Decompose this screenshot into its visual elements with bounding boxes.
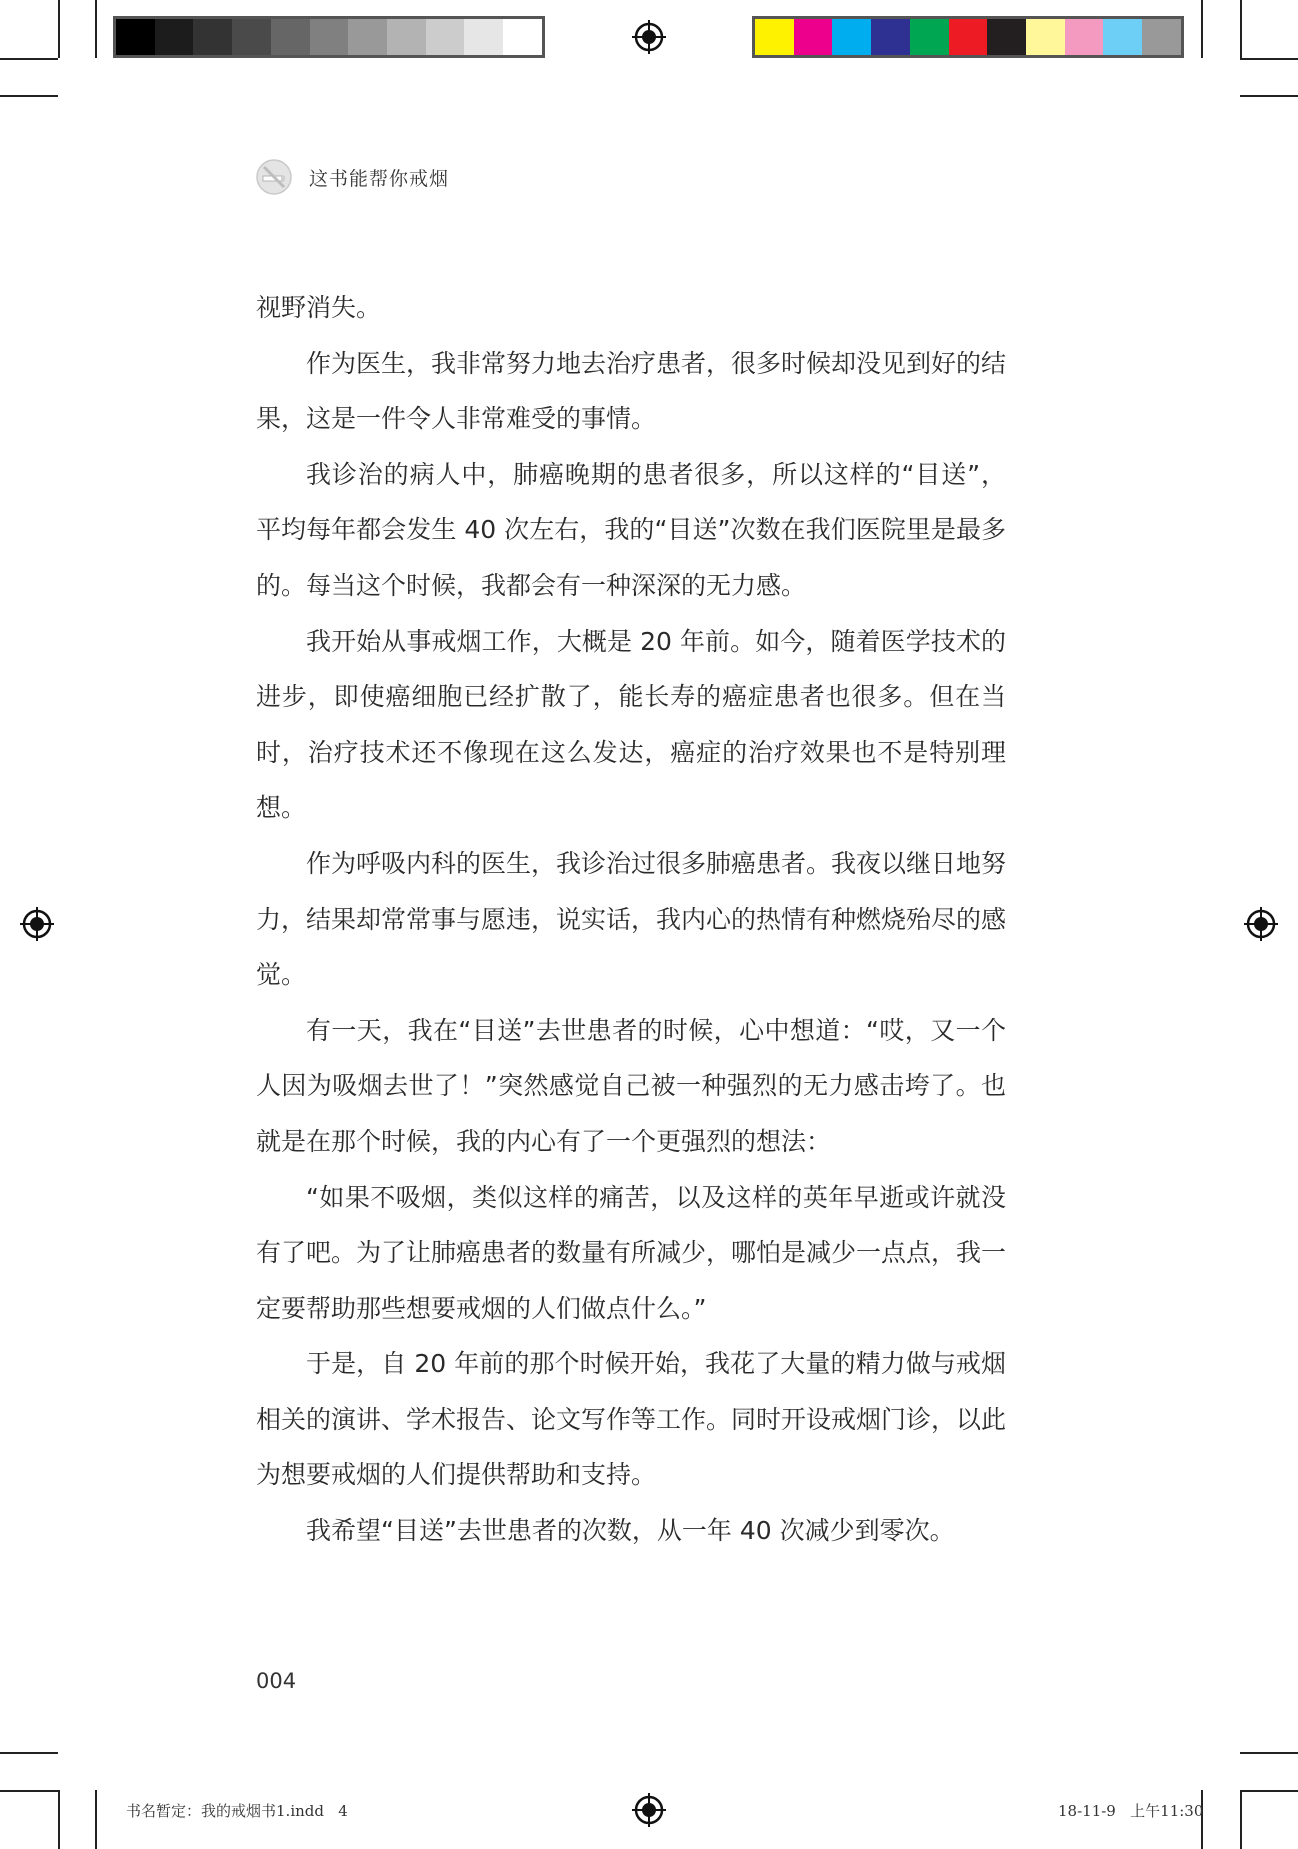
color-swatch — [503, 19, 542, 55]
crop-mark — [1240, 1752, 1298, 1754]
registration-mark-icon — [632, 20, 666, 54]
color-swatch — [348, 19, 387, 55]
color-swatch — [1026, 19, 1065, 55]
slug-file-info: 书名暂定：我的戒烟书1.indd 4 — [126, 1802, 348, 1820]
color-swatch — [987, 19, 1026, 55]
paragraph: 作为呼吸内科的医生，我诊治过很多肺癌患者。我夜以继日地努力，结果却常常事与愿违，说实话，我内心的热情有种燃烧殆尽的感觉。 — [256, 848, 1007, 990]
crop-mark — [0, 95, 58, 97]
body-text — [256, 280, 1006, 1559]
book-title: 这书能帮你戒烟 — [309, 167, 450, 190]
color-swatch — [1142, 19, 1181, 55]
registration-mark-icon — [632, 1793, 666, 1827]
paragraph: 有一天，我在“目送”去世患者的时候，心中想道：“哎，又一个人因为吸烟去世了！”突然感觉自己被一种强烈的无力感击垮了。也就是在那个时候，我的内心有了一个更强烈的想法： — [256, 1015, 1006, 1156]
paragraph: 我诊治的病人中，肺癌晚期的患者很多，所以这样的“目送”，平均每年都会发生 40 次左右，我的“目送”次数在我们医院里是最多的。每当这个时候，我都会有一种深深的无力感。 — [256, 459, 1006, 600]
color-swatch — [193, 19, 232, 55]
crop-mark — [1240, 0, 1242, 58]
crop-mark — [95, 1790, 97, 1849]
crop-mark — [1240, 95, 1298, 97]
color-swatch — [1065, 19, 1104, 55]
crop-mark — [95, 0, 97, 58]
color-swatch — [1103, 19, 1142, 55]
paragraph: 于是，自 20 年前的那个时候开始，我花了大量的精力做与戒烟相关的演讲、学术报告、论文写作等工作。同时开设戒烟门诊，以此为想要戒烟的人们提供帮助和支持。 — [256, 1349, 1007, 1490]
process-color-bar — [752, 16, 1184, 58]
color-swatch — [271, 19, 310, 55]
color-swatch — [755, 19, 794, 55]
color-swatch — [116, 19, 155, 55]
crop-mark — [58, 1790, 60, 1849]
color-swatch — [426, 19, 465, 55]
paragraph: 我开始从事戒烟工作，大概是 20 年前。如今，随着医学技术的进步，即使癌细胞已经扩散了，能长寿的癌症患者也很多。但在当时，治疗技术还不像现在这么发达，癌症的治疗效果也不是特别理想。 — [256, 626, 1006, 823]
color-swatch — [464, 19, 503, 55]
color-swatch — [232, 19, 271, 55]
crop-mark — [0, 58, 58, 60]
color-swatch — [310, 19, 349, 55]
crop-mark — [0, 1752, 58, 1754]
paragraph: 我希望“目送”去世患者的次数，从一年 40 次减少到零次。 — [306, 1516, 955, 1546]
slug-timestamp: 18-11-9 上午11:30 — [1058, 1802, 1204, 1820]
color-swatch — [387, 19, 426, 55]
crop-mark — [1201, 0, 1203, 58]
crop-mark — [1240, 1790, 1298, 1792]
color-swatch — [949, 19, 988, 55]
page-number: 004 — [256, 1669, 297, 1693]
no-smoking-icon — [255, 158, 293, 196]
paragraph: “如果不吸烟，类似这样的痛苦，以及这样的英年早逝或许就没有了吧。为了让肺癌患者的数量有所减少，哪怕是减少一点点，我一定要帮助那些想要戒烟的人们做点什么。” — [256, 1182, 1007, 1323]
registration-mark-icon — [20, 907, 54, 941]
color-swatch — [832, 19, 871, 55]
color-swatch — [794, 19, 833, 55]
crop-mark — [0, 1790, 58, 1792]
registration-mark-icon — [1244, 907, 1278, 941]
crop-mark — [1240, 1790, 1242, 1849]
color-swatch — [871, 19, 910, 55]
color-swatch — [155, 19, 194, 55]
paragraph: 作为医生，我非常努力地去治疗患者，很多时候却没见到好的结果，这是一件令人非常难受的事情。 — [256, 348, 1007, 434]
grayscale-color-bar — [113, 16, 545, 58]
crop-mark — [58, 0, 60, 58]
crop-mark — [1240, 58, 1298, 60]
color-swatch — [910, 19, 949, 55]
paragraph: 视野消失。 — [256, 293, 382, 322]
running-head — [255, 158, 449, 196]
